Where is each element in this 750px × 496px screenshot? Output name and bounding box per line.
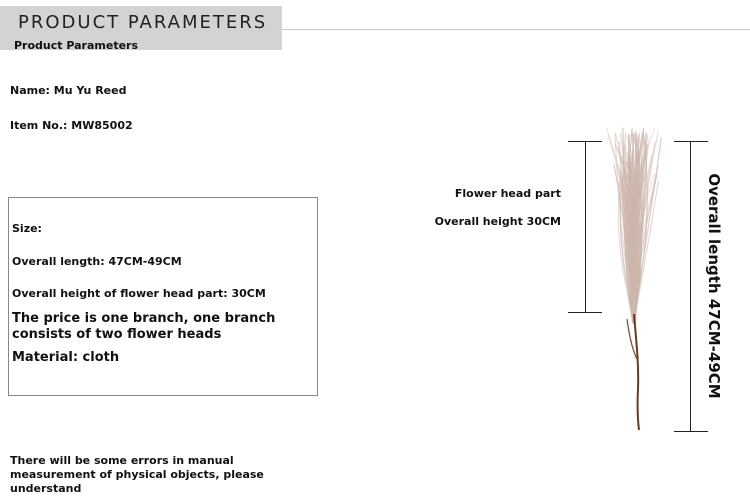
measurement-disclaimer: There will be some errors in manual measurement of physical objects, please understand xyxy=(10,454,264,495)
flower-head-label: Flower head part xyxy=(454,187,561,200)
size-label: Size: xyxy=(12,222,42,235)
reed-stem xyxy=(634,314,639,430)
overall-dimension-line xyxy=(690,141,691,432)
flower-head-dimension-line xyxy=(585,141,586,313)
flower-head-height-spec: Overall height of flower head part: 30CM xyxy=(12,287,266,300)
overall-bottom-tick xyxy=(674,431,708,432)
page-title: PRODUCT PARAMETERS xyxy=(18,12,268,33)
reed-plume xyxy=(606,128,661,324)
product-name: Name: Mu Yu Reed xyxy=(10,84,127,97)
overall-top-tick xyxy=(674,141,708,142)
price-note: The price is one branch, one branch consists of two flower heads xyxy=(12,311,276,342)
item-number: Item No.: MW85002 xyxy=(10,119,133,132)
reed-illustration xyxy=(596,124,670,434)
material-spec: Material: cloth xyxy=(12,350,120,365)
spec-box xyxy=(8,197,318,396)
header-band xyxy=(0,6,282,50)
header-divider xyxy=(282,29,750,30)
overall-length-label: Overall length 47CM-49CM xyxy=(705,173,723,399)
flower-height-label: Overall height 30CM xyxy=(434,215,561,228)
overall-length-spec: Overall length: 47CM-49CM xyxy=(12,255,182,268)
page-subtitle: Product Parameters xyxy=(14,39,139,52)
